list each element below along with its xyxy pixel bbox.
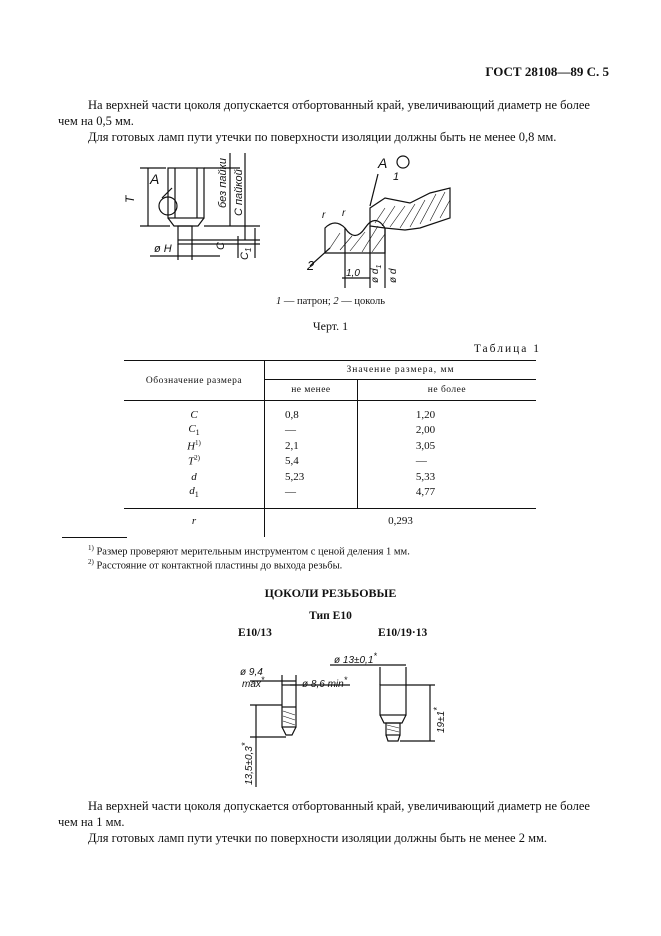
header-size-name: Обозначение размера — [124, 361, 265, 401]
paragraph-bottom-1-line2: чем на 1 мм. — [58, 815, 125, 829]
row-max: 5,33 — [415, 470, 436, 483]
table-row — [124, 485, 536, 509]
paragraph-bottom-2: Для готовых ламп пути утечки по поверхности изоляции должны быть не менее 2 мм. — [88, 831, 548, 845]
row-name: C — [124, 401, 265, 423]
footnote-1: $^{1)}$ Размер проверяют мерительным инструментом с ценой деления 1 мм. — [88, 544, 410, 558]
row-name: $T^{2)}$ — [124, 454, 265, 470]
label-no-solder: без пайки — [217, 158, 229, 208]
paragraph-top-2: Для готовых ламп пути утечки по поверхности изоляции должны быть не менее 0,8 мм. — [88, 130, 557, 144]
document-header: ГОСТ 28108—89 С. 5 — [485, 64, 609, 79]
row-min: 5,23 — [265, 469, 358, 485]
paragraph-bottom-1 — [58, 798, 610, 830]
row-max: — — [415, 455, 427, 468]
paragraph-top-1-line2: чем на 0,5 мм. — [58, 114, 134, 128]
row-max: 2,00 — [415, 424, 436, 437]
table-row — [124, 454, 536, 470]
label-c1: $C_1$ — [239, 247, 253, 260]
row-min: 5,4 — [265, 454, 358, 470]
label-19: 19±1* — [432, 707, 447, 733]
label-1-0: 1,0 — [346, 268, 360, 279]
label-dia-9-4: ø 9,4 — [240, 667, 263, 678]
drawing-e10-sockets — [230, 645, 460, 795]
label-a-left: A — [150, 171, 160, 187]
label-t: T — [123, 195, 137, 203]
table-row — [124, 438, 536, 454]
table-row — [124, 423, 536, 439]
paragraph-bottom-1-line1: На верхней части цоколя допускается отбортованный край, увеличивающий диаметр не более — [88, 799, 590, 813]
row-min: 2,1 — [265, 438, 358, 454]
section-type: Тип Е10 — [309, 610, 352, 622]
label-c: C — [215, 242, 227, 250]
row-min: — — [265, 485, 358, 509]
row-name: $d_1$ — [124, 485, 265, 509]
row-max: 3,05 — [415, 439, 436, 452]
header-size-value: Значение размера, мм — [265, 361, 537, 380]
label-max: max* — [242, 675, 265, 690]
row-min: — — [265, 423, 358, 439]
caption-text-2: — цоколь — [338, 296, 385, 307]
label-dia-8-6-min: ø 8,6 min* — [302, 675, 348, 690]
caption-text-1: — патрон; — [281, 296, 334, 307]
row-name: r — [124, 509, 265, 538]
paragraph-top-1 — [58, 97, 610, 129]
label-1: 1 — [393, 171, 400, 183]
label-dia-13: ø 13±0,1* — [334, 651, 377, 666]
label-e10-19-13: Е10/19·13 — [378, 627, 428, 639]
label-d1: ø $d_1$ — [370, 264, 383, 283]
footnote-rule — [62, 537, 127, 538]
table-title: Таблица 1 — [473, 343, 541, 355]
label-2: 2 — [307, 258, 315, 273]
paragraph-top-1-line1: На верхней части цоколя допускается отбортованный край, увеличивающий диаметр не более — [88, 98, 590, 112]
label-with-solder: С пайкой — [233, 169, 245, 216]
label-d: ø d — [388, 268, 399, 283]
row-value: 0,293 — [265, 509, 537, 538]
label-r1: r — [322, 210, 326, 221]
header-min: не менее — [265, 380, 358, 401]
label-e10-13: Е10/13 — [238, 627, 272, 639]
table-row-r — [124, 509, 536, 538]
row-max: 4,77 — [415, 486, 436, 499]
caption-num-2: 2 — [333, 296, 339, 307]
drawing-socket-detail — [120, 148, 480, 318]
label-13-5: 13,5±0,3* — [240, 742, 255, 785]
dimensions-table — [124, 360, 536, 537]
row-name: d — [124, 469, 265, 485]
figure-label: Черт. 1 — [312, 319, 349, 333]
label-r2: r — [342, 208, 346, 219]
table-row — [124, 469, 536, 485]
footnote-2: $^{2)}$ Расстояние от контактной пластины до выхода резьбы. — [88, 558, 343, 572]
row-min: 0,8 — [265, 401, 358, 423]
table-row — [124, 401, 536, 423]
row-max: 1,20 — [415, 408, 436, 421]
header-max: не более — [357, 380, 536, 401]
section-title: ЦОКОЛИ РЕЗЬБОВЫЕ — [264, 586, 397, 600]
row-name: $C_1$ — [124, 423, 265, 439]
label-a-detail: A — [378, 155, 388, 171]
row-name: $H^{1)}$ — [124, 438, 265, 454]
caption-num-1: 1 — [276, 296, 282, 307]
drawing-caption — [0, 296, 661, 307]
label-dia-h: ø H — [154, 243, 172, 255]
